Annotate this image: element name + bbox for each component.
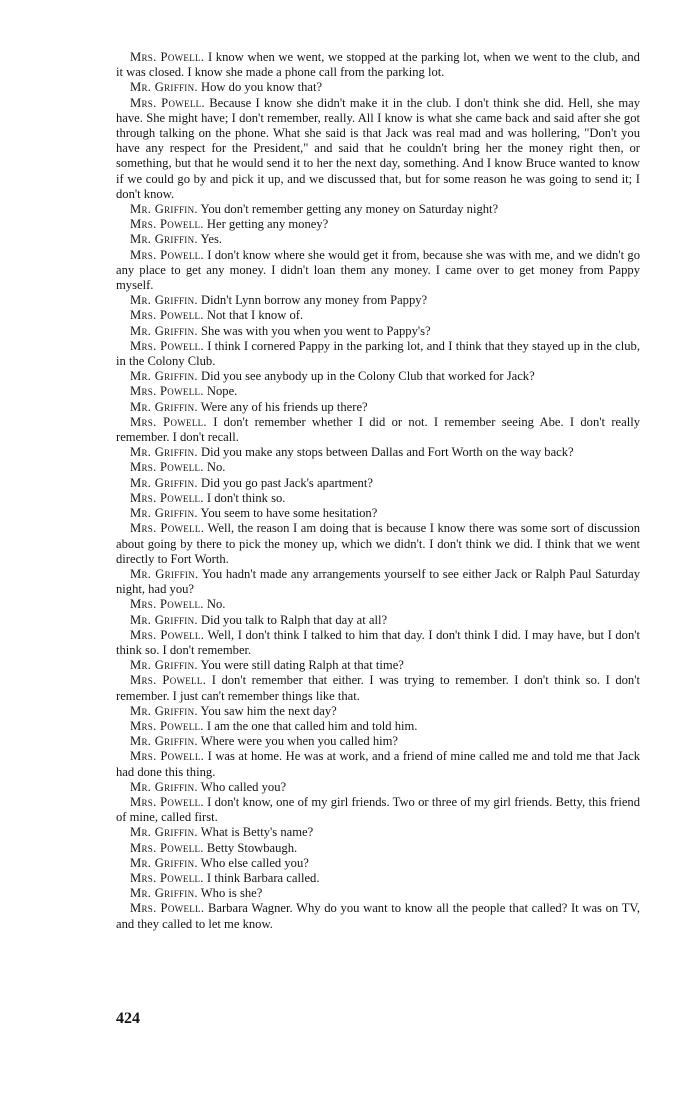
speech-text: I am the one that called him and told him.: [206, 718, 418, 733]
transcript-paragraph: [116, 825, 640, 840]
speech-text: I don't know where she would get it from, because she was with me, and we didn't go any place to get any money. I didn't loan them any money. I came over to get money from Pappy myself.: [116, 247, 640, 293]
transcript-paragraph: [116, 658, 640, 673]
transcript-paragraph: [116, 506, 640, 521]
transcript-paragraph: [116, 248, 640, 294]
speaker-name: Mr. Griffin.: [130, 825, 198, 840]
speech-text: You hadn't made any arrangements yourself to see either Jack or Ralph Paul Saturday night, had you?: [116, 566, 640, 597]
speech-text: I don't know, one of my girl friends. Two or three of my girl friends. Betty, this friend of mine, called first.: [116, 794, 641, 825]
speaker-name: Mr. Griffin.: [130, 232, 198, 247]
transcript-paragraph: [116, 324, 640, 339]
speech-text: Who called you?: [200, 779, 287, 794]
speech-text: Did you talk to Ralph that day at all?: [201, 612, 388, 627]
speaker-name: Mrs. Powell.: [130, 901, 205, 916]
transcript-paragraph: [116, 460, 640, 475]
transcript-paragraph: [116, 780, 640, 795]
speaker-name: Mr. Griffin.: [130, 80, 198, 95]
speaker-name: Mrs. Powell.: [130, 794, 204, 809]
speech-text: No.: [206, 460, 226, 475]
speech-text: Did you see anybody up in the Colony Club that worked for Jack?: [201, 369, 535, 384]
transcript-paragraph: [116, 50, 640, 80]
speaker-name: Mr. Griffin.: [130, 612, 198, 627]
speech-text: You were still dating Ralph at that time?: [200, 658, 404, 673]
transcript-paragraph: [116, 232, 640, 247]
speech-text: Betty Stowbaugh.: [206, 840, 298, 855]
transcript-paragraph: [116, 202, 640, 217]
speech-text: I think I cornered Pappy in the parking lot, and I think that they stayed up in the club, in the Colony Club.: [116, 338, 640, 369]
speaker-name: Mrs. Powell.: [130, 840, 204, 855]
speaker-name: Mr. Griffin.: [130, 855, 198, 870]
speaker-name: Mrs. Powell.: [130, 95, 205, 110]
transcript-paragraph: [116, 491, 640, 506]
speech-text: You don't remember getting any money on Saturday night?: [200, 202, 499, 217]
speaker-name: Mrs. Powell.: [130, 597, 204, 612]
speech-text: Well, I don't think I talked to him that day. I don't think I did. I may have, but I don't think so. I don't remember.: [116, 627, 641, 657]
speech-text: Who is she?: [200, 886, 263, 901]
speech-text: Yes.: [200, 232, 223, 247]
speech-text: Because I know she didn't make it in the club. I don't think she did. Hell, she may have. She might have; I don't remember, really. All I know is what she came back and said after she got through talking on the phone. What she said is that Jack was real mad and was hollering, "Don't you have any respect for the President," and said that he couldn't bring her the money right then, or something, but that he would send it to her the next day, something. And I know Bruce wanted to know if we could go by and pick it up, and we discussed that, but for some reason he was going to send it; I don't know.: [116, 95, 641, 201]
speaker-name: Mrs. Powell.: [130, 749, 205, 764]
speech-text: Barbara Wagner. Why do you want to know all the people that called? It was on TV, and they called to let me know.: [116, 901, 641, 931]
speech-text: I don't think so.: [206, 490, 286, 505]
speaker-name: Mr. Griffin.: [130, 202, 198, 217]
speech-text: Did you go past Jack's apartment?: [201, 475, 373, 490]
speech-text: Her getting any money?: [206, 217, 329, 232]
speech-text: I don't remember whether I did or not. I remember seeing Abe. I don't really remember. I don't recall.: [116, 414, 640, 445]
speech-text: Well, the reason I am doing that is because I know there was some sort of discussion about going by there to pick the money up, which we didn't. I don't think we did. I think that we went directly to Fort Worth.: [116, 521, 640, 566]
transcript-page: [116, 50, 640, 932]
speech-text: I was at home. He was at work, and a friend of mine called me and told me that Jack had done this thing.: [116, 749, 641, 779]
speech-text: Nope.: [206, 384, 238, 399]
speaker-name: Mrs. Powell.: [130, 308, 204, 323]
speaker-name: Mrs. Powell.: [130, 627, 205, 642]
page-number: 424: [116, 1010, 140, 1027]
transcript-paragraph: [116, 567, 640, 597]
transcript-paragraph: [116, 415, 640, 445]
transcript-paragraph: [116, 293, 640, 308]
transcript-paragraph: [116, 339, 640, 369]
transcript-paragraph: [116, 734, 640, 749]
speaker-name: Mrs. Powell.: [130, 384, 204, 399]
speech-text: She was with you when you went to Pappy's?: [201, 323, 431, 338]
speaker-name: Mrs. Powell.: [130, 521, 205, 536]
speaker-name: Mr. Griffin.: [130, 886, 198, 901]
transcript-paragraph: [116, 217, 640, 232]
speech-text: Didn't Lynn borrow any money from Pappy?: [201, 293, 428, 308]
speech-text: You saw him the next day?: [200, 703, 337, 718]
transcript-paragraph: [116, 308, 640, 323]
transcript-paragraph: [116, 445, 640, 460]
speech-text: No.: [206, 597, 226, 612]
speech-text: You seem to have some hesitation?: [200, 506, 378, 521]
transcript-paragraph: [116, 704, 640, 719]
speaker-name: Mrs. Powell.: [130, 247, 204, 262]
transcript-paragraph: [116, 901, 640, 931]
transcript-paragraph: [116, 384, 640, 399]
transcript-paragraph: [116, 96, 640, 202]
speaker-name: Mrs. Powell.: [130, 490, 204, 505]
transcript-paragraph: [116, 400, 640, 415]
speech-text: Who else called you?: [200, 855, 309, 870]
speaker-name: Mrs. Powell.: [130, 50, 205, 64]
transcript-paragraph: [116, 749, 640, 779]
transcript-paragraph: [116, 841, 640, 856]
transcript-paragraph: [116, 886, 640, 901]
speaker-name: Mrs. Powell.: [130, 414, 207, 429]
speech-text: I think Barbara called.: [206, 870, 320, 885]
transcript-paragraph: [116, 521, 640, 567]
transcript-paragraph: [116, 369, 640, 384]
speaker-name: Mrs. Powell.: [130, 338, 204, 353]
speaker-name: Mr. Griffin.: [130, 566, 199, 581]
speaker-name: Mrs. Powell.: [130, 673, 207, 688]
transcript-paragraph: [116, 856, 640, 871]
speaker-name: Mr. Griffin.: [130, 399, 198, 414]
transcript-paragraph: [116, 476, 640, 491]
speaker-name: Mr. Griffin.: [130, 658, 198, 673]
speech-text: Where were you when you called him?: [200, 734, 399, 749]
speaker-name: Mr. Griffin.: [130, 445, 198, 460]
speaker-name: Mr. Griffin.: [130, 506, 198, 521]
speaker-name: Mr. Griffin.: [130, 323, 198, 338]
speaker-name: Mr. Griffin.: [130, 734, 198, 749]
transcript-paragraph: [116, 871, 640, 886]
speech-text: Not that I know of.: [206, 308, 304, 323]
speech-text: I don't remember that either. I was trying to remember. I don't think so. I don't remember. I just can't remember things like that.: [116, 673, 640, 703]
transcript-paragraph: [116, 673, 640, 703]
speaker-name: Mr. Griffin.: [130, 369, 198, 384]
speaker-name: Mrs. Powell.: [130, 718, 204, 733]
transcript-paragraph: [116, 80, 640, 95]
speech-text: What is Betty's name?: [200, 825, 314, 840]
transcript-paragraph: [116, 795, 640, 825]
speech-text: How do you know that?: [201, 80, 323, 95]
speaker-name: Mrs. Powell.: [130, 217, 204, 232]
transcript-paragraph: [116, 613, 640, 628]
speaker-name: Mrs. Powell.: [130, 870, 204, 885]
speaker-name: Mr. Griffin.: [130, 293, 198, 308]
speech-text: Were any of his friends up there?: [200, 399, 368, 414]
transcript-paragraph: [116, 597, 640, 612]
transcript-paragraph: [116, 628, 640, 658]
speaker-name: Mr. Griffin.: [130, 779, 198, 794]
speech-text: I know when we went, we stopped at the parking lot, when we went to the club, and it was closed. I know she made a phone call from the parking lot.: [116, 50, 640, 80]
speaker-name: Mr. Griffin.: [130, 475, 198, 490]
speech-text: Did you make any stops between Dallas and Fort Worth on the way back?: [201, 445, 574, 460]
speaker-name: Mrs. Powell.: [130, 460, 204, 475]
speaker-name: Mr. Griffin.: [130, 703, 198, 718]
transcript-paragraph: [116, 719, 640, 734]
